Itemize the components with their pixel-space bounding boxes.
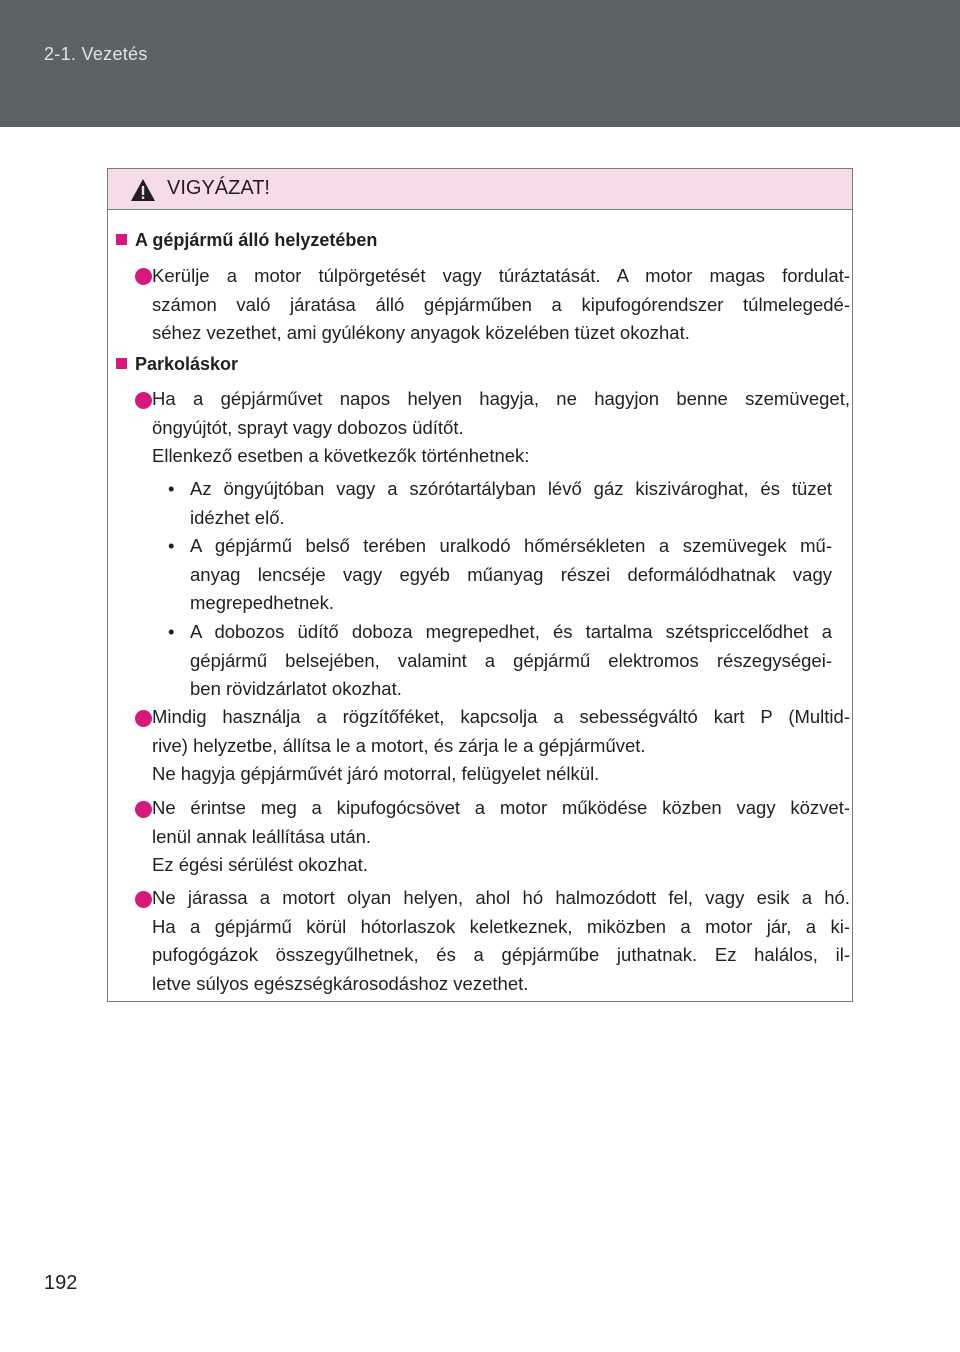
round-bullet-icon (135, 801, 152, 818)
paragraph-sunny-spot: Ha a gépjárművet napos helyen hagyja, ne hagyjon benne szemüveget, öngyújtót, sprayt vagy dobozos üdítőt. Ellenkező esetben a következők történhetnek: (152, 388, 850, 466)
round-bullet-icon (135, 891, 152, 908)
dot-bullet: • (168, 478, 175, 499)
warning-header (108, 169, 852, 210)
sub-item-lighter: Az öngyújtóban vagy a szórótartályban lévő gáz kiszivároghat, és tüzet idézhet elő. (190, 478, 832, 528)
warning-box (107, 168, 853, 1002)
warning-title: VIGYÁZAT! (167, 177, 270, 199)
round-bullet-icon (135, 710, 152, 727)
section-heading-standing: A gépjármű álló helyzetében (116, 230, 377, 251)
round-bullet-icon (135, 268, 152, 285)
sub-item-glasses: A gépjármű belső terében uralkodó hőmérsékleten a szemüvegek mű- anyag lencséje vagy egyéb műanyag részei deformálódhatnak vagy megrepedhetnek. (190, 535, 832, 613)
paragraph-overrev: Kerülje a motor túlpörgetését vagy túráztatását. A motor magas fordulat- számon való járatása álló gépjárműben a kipufogórendszer túlmelegedé- séhez vezethet, ami gyúlékony anyagok közelében tüzet okozhat. (152, 265, 850, 343)
round-bullet-icon (135, 392, 152, 409)
paragraph-parking-brake: Mindig használja a rögzítőféket, kapcsolja a sebességváltó kart P (Multid- rive) helyzetbe, állítsa le a motort, és zárja le a gépjárművet. Ne hagyja gépjárművét járó motorral, felügyelet nélkül. (152, 706, 850, 784)
paragraph-exhaust-pipe: Ne érintse meg a kipufogócsövet a motor működése közben vagy közvet- lenül annak leállítása után. Ez égési sérülést okozhat. (152, 797, 850, 875)
sub-item-can: A dobozos üdítő doboza megrepedhet, és tartalma szétspriccelődhet a gépjármű belsejében, valamint a gépjármű elektromos részegységei- ben rövidzárlatot okozhat. (190, 621, 832, 699)
paragraph-snow: Ne járassa a motort olyan helyen, ahol hó halmozódott fel, vagy esik a hó. Ha a gépjármű körül hótorlaszok keletkeznek, miközben a motor jár, a ki- pufogógázok összegyűlhetnek, és a gépjárműbe juthatnak. Ez halálos, il- letve súlyos egészségkárosodáshoz vezethet. (152, 887, 850, 994)
section-heading-parking: Parkoláskor (116, 354, 238, 375)
section-title: 2-1. Vezetés (44, 44, 148, 64)
page-number: 192 (44, 1272, 78, 1294)
square-bullet-icon (116, 234, 127, 245)
page-header (0, 0, 960, 127)
dot-bullet: • (168, 535, 175, 556)
warning-triangle-icon (130, 178, 156, 202)
square-bullet-icon (116, 358, 127, 369)
dot-bullet: • (168, 621, 175, 642)
